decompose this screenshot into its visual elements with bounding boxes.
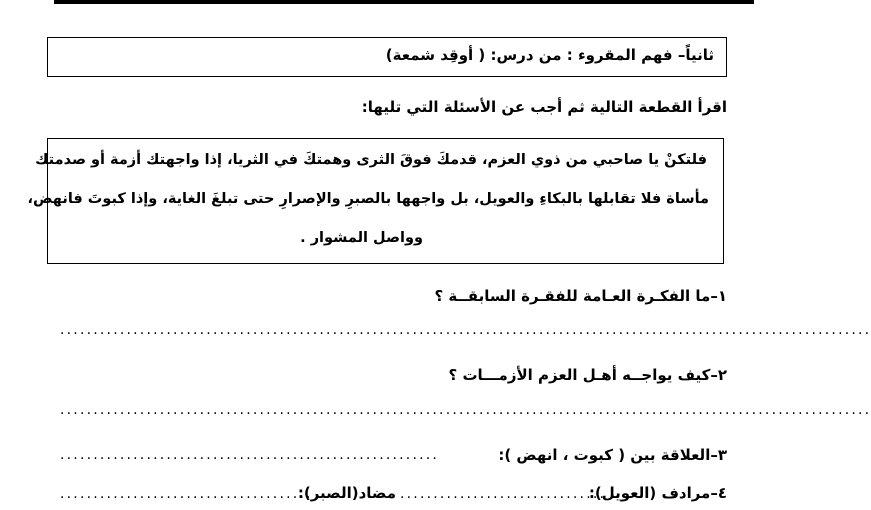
passage-line-3: وواصل المشوار . xyxy=(300,230,423,246)
answer-line-4-antonym[interactable]: ...................................... xyxy=(60,486,313,502)
question-4-antonym-label: مضاد(الصبر): xyxy=(297,484,396,502)
section-title: ثانياً– فهم المقروء : من درس: ( أوقِد شمعة) xyxy=(385,46,714,64)
question-4-synonym-label: ٤–مرادف (العويل): xyxy=(588,484,727,502)
section-header-box xyxy=(47,37,727,77)
answer-line-1[interactable]: .......................................................................................................................... xyxy=(60,322,871,338)
top-border-rule xyxy=(54,0,754,4)
reading-instruction: اقرأ القطعة التالية ثم أجب عن الأسئلة التي تليها: xyxy=(361,98,727,116)
passage-box xyxy=(27,138,724,264)
answer-line-2[interactable]: .......................................................................................................................... xyxy=(60,402,871,418)
question-2: ٢–كيف يواجــه أهـل العزم الأزمـــات ؟ xyxy=(448,366,727,384)
passage-line-2: مأساة فلا تقابلها بالبكاءِ والعويل، بل واجهها بالصبرِ والإصرارِ حتى تبلغَ الغاية، وإذا كبوتَ فانهض، xyxy=(27,191,709,207)
question-1: ١–ما الفكـرة العـامة للفقـرة السابقــة ؟ xyxy=(434,287,727,305)
question-3-label: ٣–العلاقة بين ( كبوت ، انهض ): xyxy=(498,446,727,464)
answer-line-3[interactable]: ......................................................... xyxy=(60,447,440,463)
answer-line-4-synonym[interactable]: ............................... xyxy=(400,486,607,502)
passage-line-1: فلتكنْ يا صاحبي من ذوي العزم، قدمكَ فوقَ الثرى وهمتكَ في الثريا، إذا واجهتك أزمة أو صدمتك xyxy=(35,152,707,168)
